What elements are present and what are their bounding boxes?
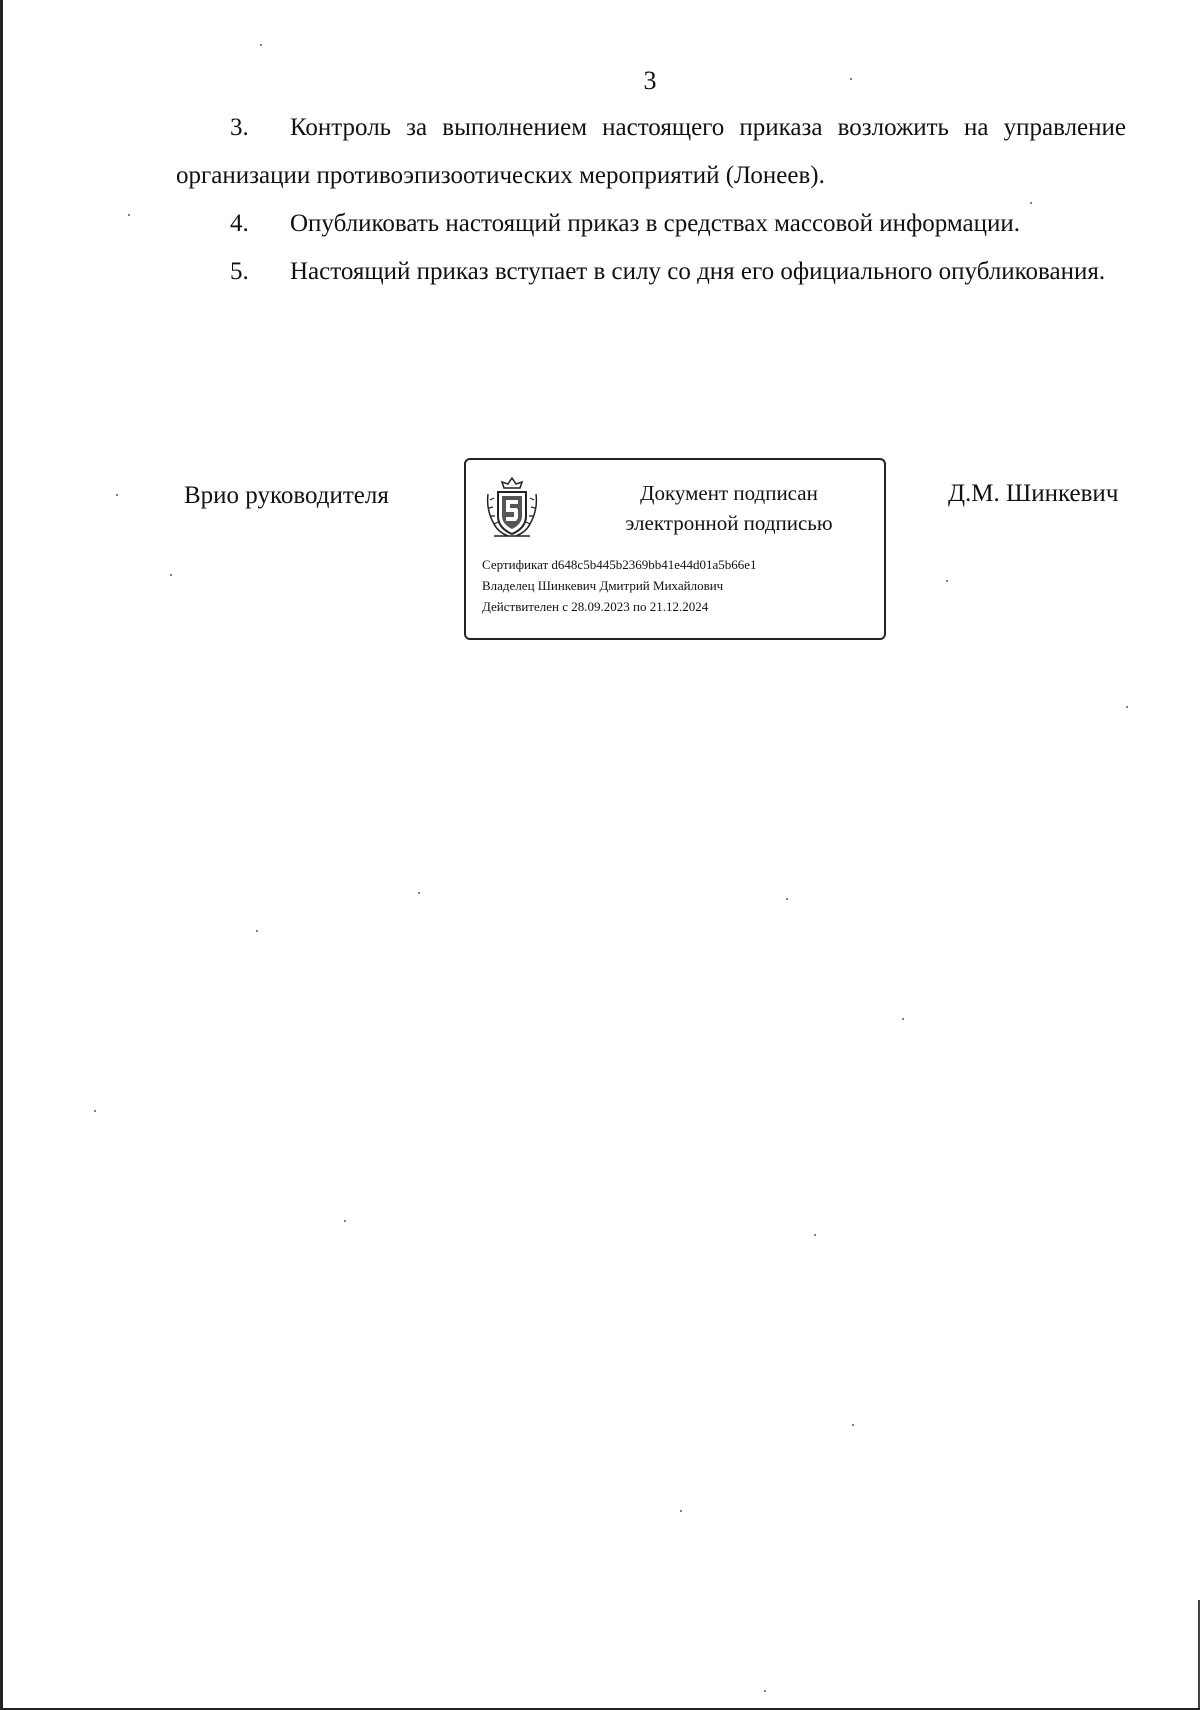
stamp-owner: Владелец Шинкевич Дмитрий Михайлович [482,578,724,593]
coat-of-arms-icon [484,476,540,540]
scan-speck [786,898,788,900]
scan-speck [344,1220,346,1222]
signer-name: Д.М. Шинкевич [948,480,1119,507]
scan-speck [850,78,852,80]
paragraph-5-number: 5. [230,258,249,285]
scan-speck [260,44,262,46]
scan-speck [902,1018,904,1020]
stamp-certificate: Сертификат d648c5b445b2369bb41e44d01a5b66e1 [482,557,757,572]
paragraph-3-text: Контроль за выполнением настоящего приказа возложить на управление организации противоэпизоотических мероприятий (Лонеев). [176,114,1126,189]
stamp-heading-line1: Документ подписан [640,481,818,505]
electronic-signature-stamp [464,458,886,640]
paragraph-3-number: 3. [230,114,249,141]
paragraph-4-text: Опубликовать настоящий приказ в средствах массовой информации. [290,210,1021,237]
scan-speck [94,1110,96,1112]
page-number: 3 [643,66,657,95]
stamp-validity: Действителен с 28.09.2023 по 21.12.2024 [482,599,709,614]
stamp-heading [584,478,874,538]
paragraph-5 [176,248,1126,296]
scan-speck [256,930,258,932]
paragraph-4 [176,200,1126,248]
scan-speck [418,892,420,894]
scan-speck [680,1510,682,1512]
scan-speck [852,1424,854,1426]
scan-speck [814,1234,816,1236]
scan-speck [170,574,172,576]
stamp-details [482,554,882,617]
scan-speck [764,1690,766,1692]
scan-speck [128,214,130,216]
scan-speck [1030,202,1032,204]
paragraph-5-text: Настоящий приказ вступает в силу со дня его официального опубликования. [290,258,1106,285]
scan-speck [1126,706,1128,708]
scan-speck [116,494,118,496]
stamp-heading-line2: электронной подписью [625,511,833,535]
scan-left-edge [0,0,3,1710]
paragraph-4-number: 4. [230,210,249,237]
signer-position: Врио руководителя [184,482,389,509]
paragraph-3 [176,104,1126,200]
scan-speck [946,580,948,582]
